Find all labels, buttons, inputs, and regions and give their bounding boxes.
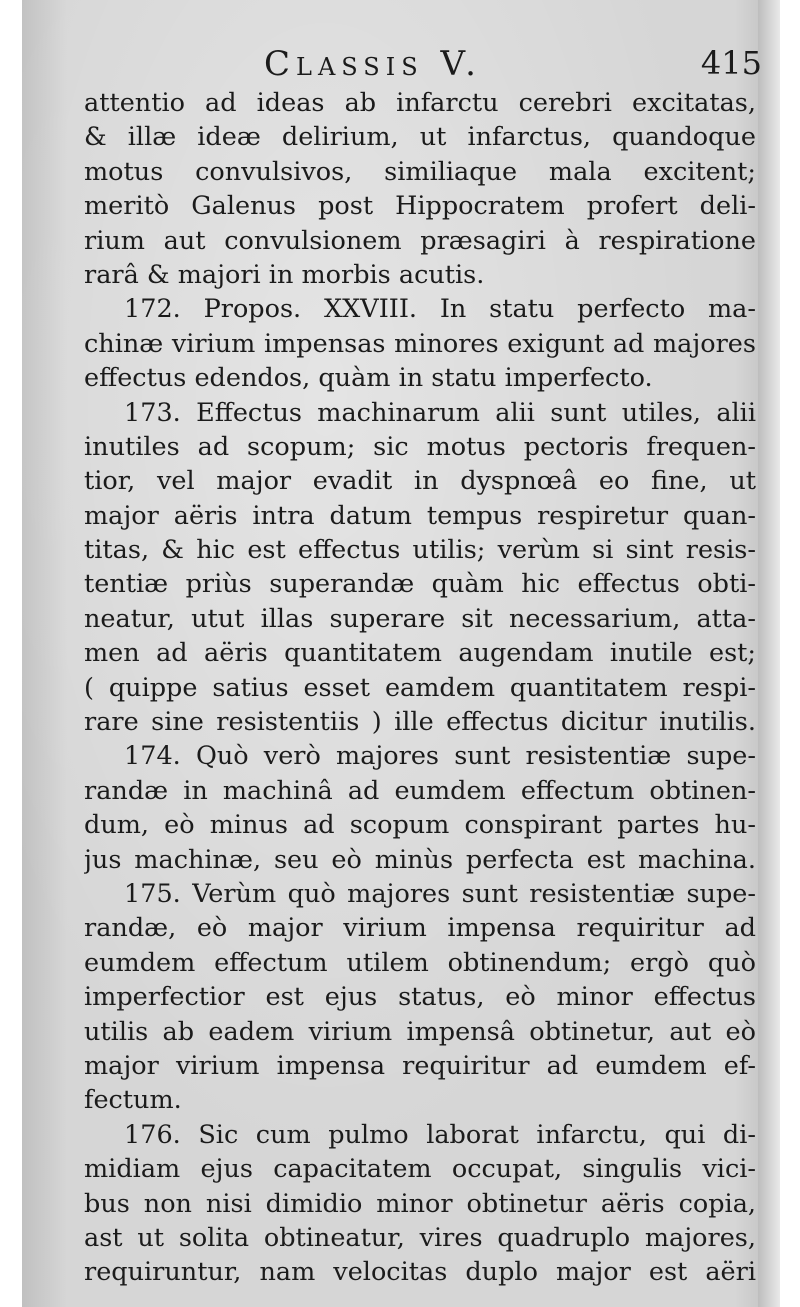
text-line: neatur, utut illas superare sit necessarium, atta- (84, 603, 756, 634)
text-line: inutiles ad scopum; sic motus pectoris frequen- (84, 431, 756, 462)
text-line: tior, vel major evadit in dyspnœâ eo fine, ut (84, 466, 756, 497)
text-line: jus machinæ, seu eò minùs perfecta est machina. (84, 844, 756, 875)
text-line: rare sine resistentiis ) ille effectus dicitur inutilis. (84, 707, 756, 738)
paragraph-175-start: 175. Verùm quò majores sunt resistentiæ supe- (124, 878, 756, 909)
text-line: tentiæ priùs superandæ quàm hic effectus obti- (84, 569, 756, 600)
text-line: imperfectior est ejus status, eò minor effectus (84, 982, 756, 1013)
text-line: randæ in machinâ ad eumdem effectum obtinen- (84, 775, 756, 806)
text-line: & illæ ideæ delirium, ut infarctus, quandoque (84, 122, 756, 153)
text-line: rarâ & majori in morbis acutis. (84, 259, 485, 290)
text-line: ( quippe satius esset eamdem quantitatem respi- (84, 672, 756, 703)
page-number: 415 (700, 44, 762, 82)
paragraph-173-start: 173. Effectus machinarum alii sunt utiles, alii (124, 397, 756, 428)
text-line: utilis ab eadem virium impensâ obtinetur, aut eò (84, 1016, 756, 1047)
paragraph-176-start: 176. Sic cum pulmo laborat infarctu, qui di- (124, 1119, 756, 1150)
book-page (22, 0, 780, 1307)
text-line: motus convulsivos, similiaque mala excitent; (84, 156, 756, 187)
text-line: men ad aëris quantitatem augendam inutile est; (84, 638, 756, 669)
text-line: effectus edendos, quàm in statu imperfecto. (84, 363, 653, 394)
paragraph-172-start: 172. Propos. XXVIII. In statu perfecto ma- (124, 294, 756, 325)
text-line: ast ut solita obtineatur, vires quadruplo majores, (84, 1222, 756, 1253)
text-line: major virium impensa requiritur ad eumdem ef- (84, 1050, 756, 1081)
text-line: rium aut convulsionem præsagiri à respiratione (84, 225, 756, 256)
text-line: midiam ejus capacitatem occupat, singulis vici- (84, 1154, 756, 1185)
text-line: titas, & hic est effectus utilis; verùm si sint resis- (84, 535, 756, 566)
text-line: dum, eò minus ad scopum conspirant partes hu- (84, 810, 756, 841)
text-line: randæ, eò major virium impensa requiritur ad (84, 913, 756, 944)
text-line: attentio ad ideas ab infarctu cerebri excitatas, (84, 88, 756, 118)
running-head: Classis V. (264, 44, 482, 84)
text-line: bus non nisi dimidio minor obtinetur aëris copia, (84, 1188, 756, 1219)
text-line: chinæ virium impensas minores exigunt ad majores (84, 328, 756, 359)
text-line: fectum. (84, 1085, 182, 1116)
paragraph-174-start: 174. Quò verò majores sunt resistentiæ supe- (124, 741, 756, 772)
text-line: meritò Galenus post Hippocratem profert deli- (84, 191, 756, 222)
text-line: requiruntur, nam velocitas duplo major est aëri (84, 1257, 756, 1288)
text-line: eumdem effectum utilem obtinendum; ergò quò (84, 947, 756, 978)
text-line: major aëris intra datum tempus respiretur quan- (84, 500, 756, 531)
body-text (84, 86, 756, 1290)
page-header (84, 44, 762, 90)
page-edge-shadow (758, 0, 780, 1307)
